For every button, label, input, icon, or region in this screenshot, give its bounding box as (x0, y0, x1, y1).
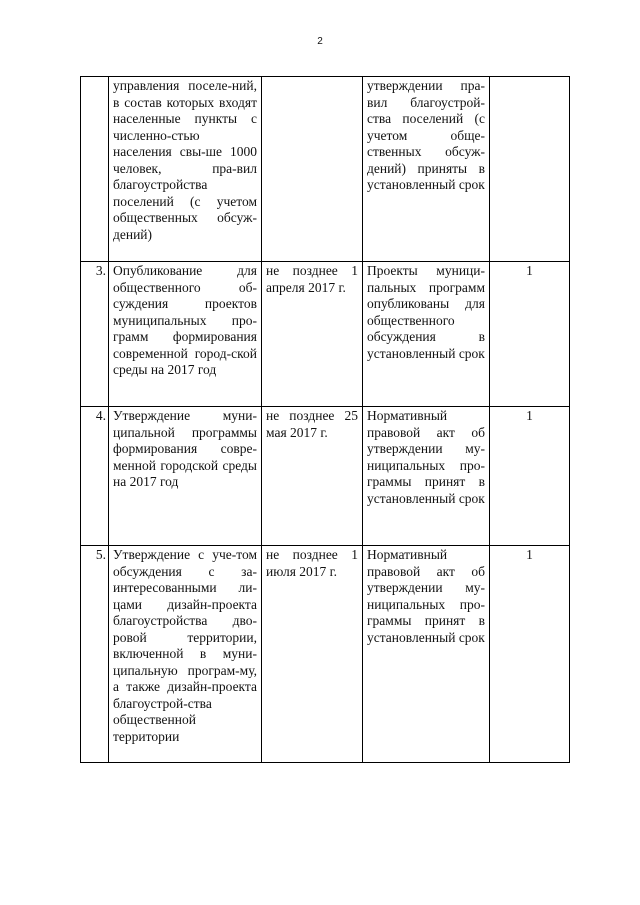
result-cell: утверждении пра-вил благоустрой-ства поселений (с учетом обще-ственных обсуж-дений) приняты в установленный срок (363, 77, 490, 262)
count-cell: 1 (490, 262, 570, 407)
count-cell: 1 (490, 407, 570, 546)
result-cell: Проекты муници-пальных программ опубликованы для общественного обсуждения в установленный срок (363, 262, 490, 407)
activity-plan-table (80, 76, 570, 763)
row-number-cell (81, 77, 109, 262)
action-cell: Утверждение муни-ципальной программы формирования совре-менной городской среды на 2017 год (109, 407, 262, 546)
action-cell: Опубликование для общественного об-суждения проектов муниципальных про-грамм формирования современной город-ской среды на 2017 год (109, 262, 262, 407)
row-number-cell: 4. (81, 407, 109, 546)
page-number: 2 (317, 36, 323, 47)
table-row (81, 407, 570, 546)
table-row (81, 262, 570, 407)
table-row (81, 77, 570, 262)
count-cell: 1 (490, 546, 570, 763)
table-row (81, 546, 570, 763)
action-cell: управления поселе-ний, в состав которых входят населенные пункты с численно-стью населения свы-ше 1000 человек, пра-вил благоустройства поселений (с учетом общественных обсуж-дений) (109, 77, 262, 262)
deadline-cell: не позднее 25 мая 2017 г. (262, 407, 363, 546)
count-cell (490, 77, 570, 262)
deadline-cell: не позднее 1 апреля 2017 г. (262, 262, 363, 407)
row-number-cell: 3. (81, 262, 109, 407)
deadline-cell: не позднее 1 июля 2017 г. (262, 546, 363, 763)
result-cell: Нормативный правовой акт об утверждении му-ниципальных про-граммы принят в установленный срок (363, 546, 490, 763)
action-cell: Утверждение с уче-том обсуждения с за-интересованными ли-цами дизайн-проекта благоустройства дво-ровой территории, включенной в муни-ципальную програм-му, а также дизайн-проекта благоустрой-ства общественной территории (109, 546, 262, 763)
deadline-cell (262, 77, 363, 262)
row-number-cell: 5. (81, 546, 109, 763)
result-cell: Нормативный правовой акт об утверждении му-ниципальных про-граммы принят в установленный срок (363, 407, 490, 546)
